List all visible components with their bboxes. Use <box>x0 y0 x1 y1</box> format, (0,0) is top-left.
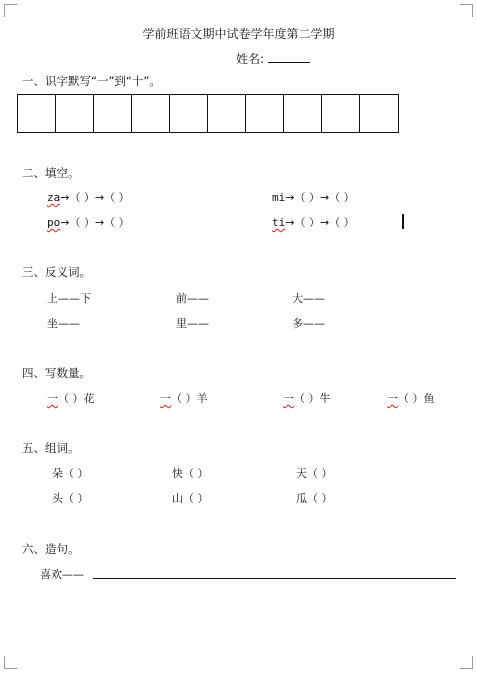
quantity-blank: （ ）鱼 <box>398 392 435 405</box>
fill-item[interactable] <box>47 189 130 205</box>
number-one: 一 <box>283 392 294 405</box>
quantity-blank: （ ）花 <box>58 392 95 405</box>
fill-item[interactable] <box>47 214 130 230</box>
antonym-item[interactable]: 坐—— <box>47 317 80 330</box>
word-item[interactable]: 天（ ） <box>296 467 333 480</box>
writing-box[interactable] <box>246 95 284 132</box>
section-6-heading: 六、造句。 <box>22 542 80 556</box>
quantity-blank: （ ）牛 <box>294 392 331 405</box>
name-label: 姓名: <box>236 52 265 66</box>
quantity-item[interactable] <box>160 390 208 406</box>
quantity-item[interactable] <box>387 390 435 406</box>
fill-blanks: →（ ）→（ ） <box>285 216 355 229</box>
antonym-item[interactable]: 里—— <box>176 317 209 330</box>
word-item[interactable]: 快（ ） <box>172 467 209 480</box>
section-1-heading: 一、识字默写“一”到“十”。 <box>22 74 161 88</box>
pinyin-text: za <box>47 191 61 204</box>
page-corner-mark-top-left <box>4 4 17 17</box>
antonym-item[interactable]: 多—— <box>292 317 325 330</box>
quantity-item[interactable] <box>283 390 331 406</box>
sentence-prompt: 喜欢—— <box>40 568 84 581</box>
text-cursor <box>402 214 404 229</box>
antonym-item[interactable]: 大—— <box>292 292 325 305</box>
page-corner-mark-bottom-left <box>4 656 17 669</box>
word-item[interactable]: 朵（ ） <box>52 467 89 480</box>
section-5-heading: 五、组词。 <box>22 441 80 455</box>
page-corner-mark-bottom-right <box>460 656 473 669</box>
antonym-item[interactable]: 前—— <box>176 292 209 305</box>
writing-box[interactable] <box>284 95 322 132</box>
writing-box[interactable] <box>94 95 132 132</box>
quantity-blank: （ ）羊 <box>171 392 208 405</box>
fill-item[interactable] <box>272 189 355 205</box>
name-blank-line[interactable] <box>268 52 310 63</box>
page-title: 学前班语文期中试卷学年度第二学期 <box>142 27 335 41</box>
word-item[interactable]: 头（ ） <box>52 492 89 505</box>
antonym-item[interactable]: 上——下 <box>47 292 91 305</box>
pinyin-text: mi <box>272 191 286 204</box>
word-item[interactable]: 瓜（ ） <box>296 492 333 505</box>
fill-blanks: →（ ）→（ ） <box>60 191 130 204</box>
writing-box[interactable] <box>322 95 360 132</box>
writing-box[interactable] <box>56 95 94 132</box>
writing-box[interactable] <box>132 95 170 132</box>
word-item[interactable]: 山（ ） <box>172 492 209 505</box>
fill-blanks: →（ ）→（ ） <box>60 216 130 229</box>
pinyin-text: po <box>47 216 61 229</box>
writing-box-grid <box>17 94 399 133</box>
sentence-answer-line[interactable] <box>93 578 456 579</box>
page-corner-mark-top-right <box>460 4 473 17</box>
fill-blanks: →（ ）→（ ） <box>285 191 355 204</box>
writing-box[interactable] <box>208 95 246 132</box>
fill-item[interactable] <box>272 214 355 230</box>
number-one: 一 <box>47 392 58 405</box>
section-4-heading: 四、写数量。 <box>22 366 91 380</box>
writing-box[interactable] <box>18 95 56 132</box>
section-2-heading: 二、填空。 <box>22 166 80 180</box>
pinyin-text: ti <box>272 216 286 229</box>
quantity-item[interactable] <box>47 390 95 406</box>
number-one: 一 <box>387 392 398 405</box>
writing-box[interactable] <box>360 95 398 132</box>
section-3-heading: 三、反义词。 <box>22 265 91 279</box>
writing-box[interactable] <box>170 95 208 132</box>
name-field[interactable] <box>236 50 310 67</box>
number-one: 一 <box>160 392 171 405</box>
